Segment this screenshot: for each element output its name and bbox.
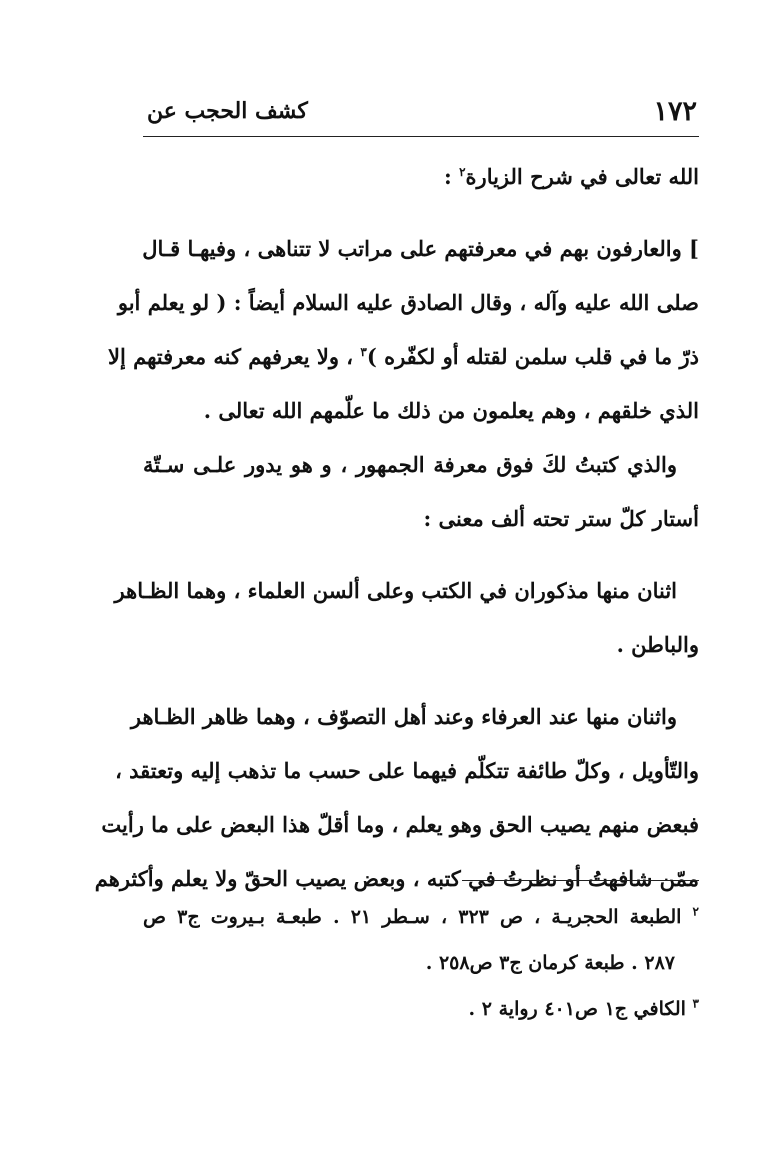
text-line xyxy=(107,330,699,384)
footnote-ref: ٣ xyxy=(360,345,367,359)
text-line: الذي خلقهم ، وهم يعلمون من ذلك ما علّمهم الله تعالى . xyxy=(203,398,699,423)
footnote-line: ٢٨٧ . طبعة كرمان ج٣ ص٢٥٨ . xyxy=(425,952,675,974)
text-segment: ذرّ ما في قلب سلمن لقتله أو لكفّره ) xyxy=(366,344,699,369)
footnote-text: الطبعة الحجريـة ، ص ٣٢٣ ، سـطر ٢١ . طبعـة بـيروت ج٣ ص xyxy=(143,906,693,928)
footnote-line xyxy=(143,986,699,1032)
text-line: ممّن شافهتُ أو نظرتُ في كتبه ، وبعض يصيب الحقّ ولا يعلم وأكثرهم xyxy=(94,866,699,891)
footnote-number: ٣ xyxy=(692,996,699,1011)
text-line: والتّأويل ، وكلّ طائفة تتكلّم فيهما على حسب ما تذهب إليه وتعتقد ، xyxy=(115,758,699,783)
text-line: والباطن . xyxy=(616,632,699,657)
text-line xyxy=(143,150,699,204)
text-line: صلى الله عليه وآله ، وقال الصادق عليه السلام أيضاً : ( لو يعلم أبو xyxy=(117,290,699,315)
page-header xyxy=(143,96,699,137)
page-number: ١٧٢ xyxy=(653,96,697,127)
text-segment: الله تعالى في شرح الزيارة xyxy=(465,164,699,189)
footnote-line xyxy=(143,894,699,940)
text-line: أستار كلّ ستر تحته ألف معنى : xyxy=(423,506,699,531)
main-text xyxy=(94,150,699,906)
text-line: واثنان منها عند العرفاء وعند أهل التصوّف ، وهما ظاهر الظـاهر xyxy=(130,704,677,729)
footnotes xyxy=(143,894,699,1032)
text-line: اثنان منها مذكوران في الكتب وعلى ألسن العلماء ، وهما الظـاهر xyxy=(114,578,677,603)
footnote-number: ٢ xyxy=(692,904,699,919)
text-line: ] والعارفون بهم في معرفتهم على مراتب لا تتناهى ، وفيهـا قـال xyxy=(142,236,699,261)
text-line: والذي كتبتُ لكَ فوق معرفة الجمهور ، و هو يدور علـى سـتّة xyxy=(143,452,677,477)
footnote-ref: ٢ xyxy=(459,165,466,179)
running-title: كشف الحجب عن xyxy=(147,98,308,124)
text-segment: : xyxy=(444,164,460,189)
text-segment: ، ولا يعرفهم كنه معرفتهم إلا xyxy=(107,344,361,369)
text-line: فبعض منهم يصيب الحق وهو يعلم ، وما أقلّ هذا البعض على ما رأيت xyxy=(101,812,699,837)
footnote-text: الكافي ج١ ص٤٠١ رواية ٢ . xyxy=(468,998,693,1020)
footnote-divider xyxy=(462,880,699,881)
